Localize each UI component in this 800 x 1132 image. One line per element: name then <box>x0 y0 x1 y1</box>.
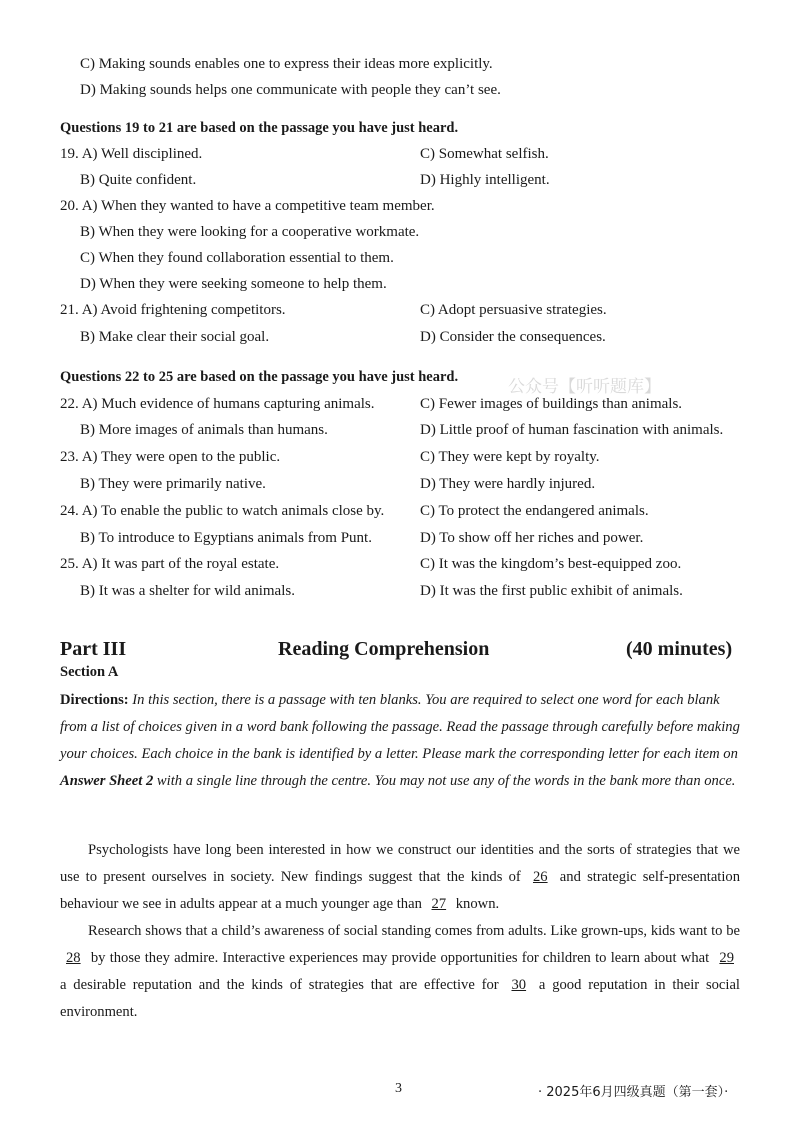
q24-option-c: C) To protect the endangered animals. <box>420 503 649 519</box>
blank-26[interactable]: 26 <box>532 869 548 885</box>
q19-option-c: C) Somewhat selfish. <box>420 146 549 162</box>
q24-option-a: 24. A) To enable the public to watch animals close by. <box>60 503 385 519</box>
q22-option-d: D) Little proof of human fascination with animals. <box>420 422 724 438</box>
section-heading-19-21: Questions 19 to 21 are based on the passage you have just heard. <box>60 120 459 136</box>
passage-paragraph-2: Research shows that a child’s awareness of social standing comes from adults. Like grown-ups, kids want to be 28 by those they admire. Interactive experiences may provide opportunities for children to learn about what 29 a desirable reputation and the kinds of strategies that are effective for 30 a good reputation in their social environment. <box>60 923 740 1020</box>
blank-29[interactable]: 29 <box>719 950 734 966</box>
directions-label: Directions: <box>60 692 129 708</box>
q18-option-c: C) Making sounds enables one to express their ideas more explicitly. <box>80 56 493 72</box>
directions-text-1: In this section, there is a passage with ten blanks. You are required to select one word for each blank from a list of choices given in a word bank following the passage. Read the passage through carefully before making your choices. Each choice in the bank is identified by a letter. Please mark the corresponding letter for each item on <box>60 692 740 762</box>
q23-option-a: 23. A) They were open to the public. <box>60 449 281 465</box>
part-time: (40 minutes) <box>626 638 733 660</box>
part-label: Part III <box>60 638 127 660</box>
section-label: Section A <box>60 664 119 680</box>
q21-option-c: C) Adopt persuasive strategies. <box>420 302 607 318</box>
blank-28[interactable]: 28 <box>66 950 81 966</box>
q21-option-a: 21. A) Avoid frightening competitors. <box>60 302 286 318</box>
blank-27[interactable]: 27 <box>431 896 447 912</box>
q21-option-b: B) Make clear their social goal. <box>80 329 270 345</box>
directions-text-2: with a single line through the centre. You may not use any of the words in the bank more than once. <box>153 773 736 789</box>
q23-option-d: D) They were hardly injured. <box>420 476 596 492</box>
watermark: 公众号【听听题库】 <box>508 377 661 397</box>
q20-option-b: B) When they were looking for a cooperative workmate. <box>80 224 420 240</box>
q21-option-d: D) Consider the consequences. <box>420 329 606 345</box>
q20-option-c: C) When they found collaboration essential to them. <box>80 250 394 266</box>
part-title: Reading Comprehension <box>278 638 490 660</box>
q22-option-b: B) More images of animals than humans. <box>80 422 328 438</box>
q25-option-b: B) It was a shelter for wild animals. <box>80 583 295 599</box>
q25-option-c: C) It was the kingdom’s best-equipped zoo. <box>420 556 682 572</box>
q24-option-b: B) To introduce to Egyptians animals from Punt. <box>80 530 372 546</box>
answer-sheet-label: Answer Sheet 2 <box>60 773 154 789</box>
q25-option-d: D) It was the first public exhibit of animals. <box>420 583 683 599</box>
passage <box>60 837 740 1026</box>
q23-option-c: C) They were kept by royalty. <box>420 449 600 465</box>
q20-option-a: 20. A) When they wanted to have a competitive team member. <box>60 198 435 214</box>
q24-option-d: D) To show off her riches and power. <box>420 530 644 546</box>
q20-option-d: D) When they were seeking someone to help them. <box>80 276 387 292</box>
q19-option-b: B) Quite confident. <box>80 172 197 188</box>
passage-paragraph-1: Psychologists have long been interested in how we construct our identities and the sorts of strategies that we use to present ourselves in society. New findings suggest that the kinds of 26 and strategic self-presentation behaviour we see in adults appear at a much younger age than 27 known. <box>60 842 740 912</box>
footer-source: · 2025年6月四级真题（第一套）· <box>538 1085 729 1100</box>
q19-option-d: D) Highly intelligent. <box>420 172 550 188</box>
blank-30[interactable]: 30 <box>511 977 527 993</box>
q23-option-b: B) They were primarily native. <box>80 476 266 492</box>
q22-option-c: C) Fewer images of buildings than animals. <box>420 396 683 412</box>
page-number: 3 <box>395 1081 402 1096</box>
q22-option-a: 22. A) Much evidence of humans capturing animals. <box>60 396 375 412</box>
section-heading-22-25: Questions 22 to 25 are based on the passage you have just heard. <box>60 369 459 385</box>
q18-option-d: D) Making sounds helps one communicate with people they can’t see. <box>80 82 501 98</box>
q19-option-a: 19. A) Well disciplined. <box>60 146 203 162</box>
directions <box>60 687 740 795</box>
q25-option-a: 25. A) It was part of the royal estate. <box>60 556 280 572</box>
